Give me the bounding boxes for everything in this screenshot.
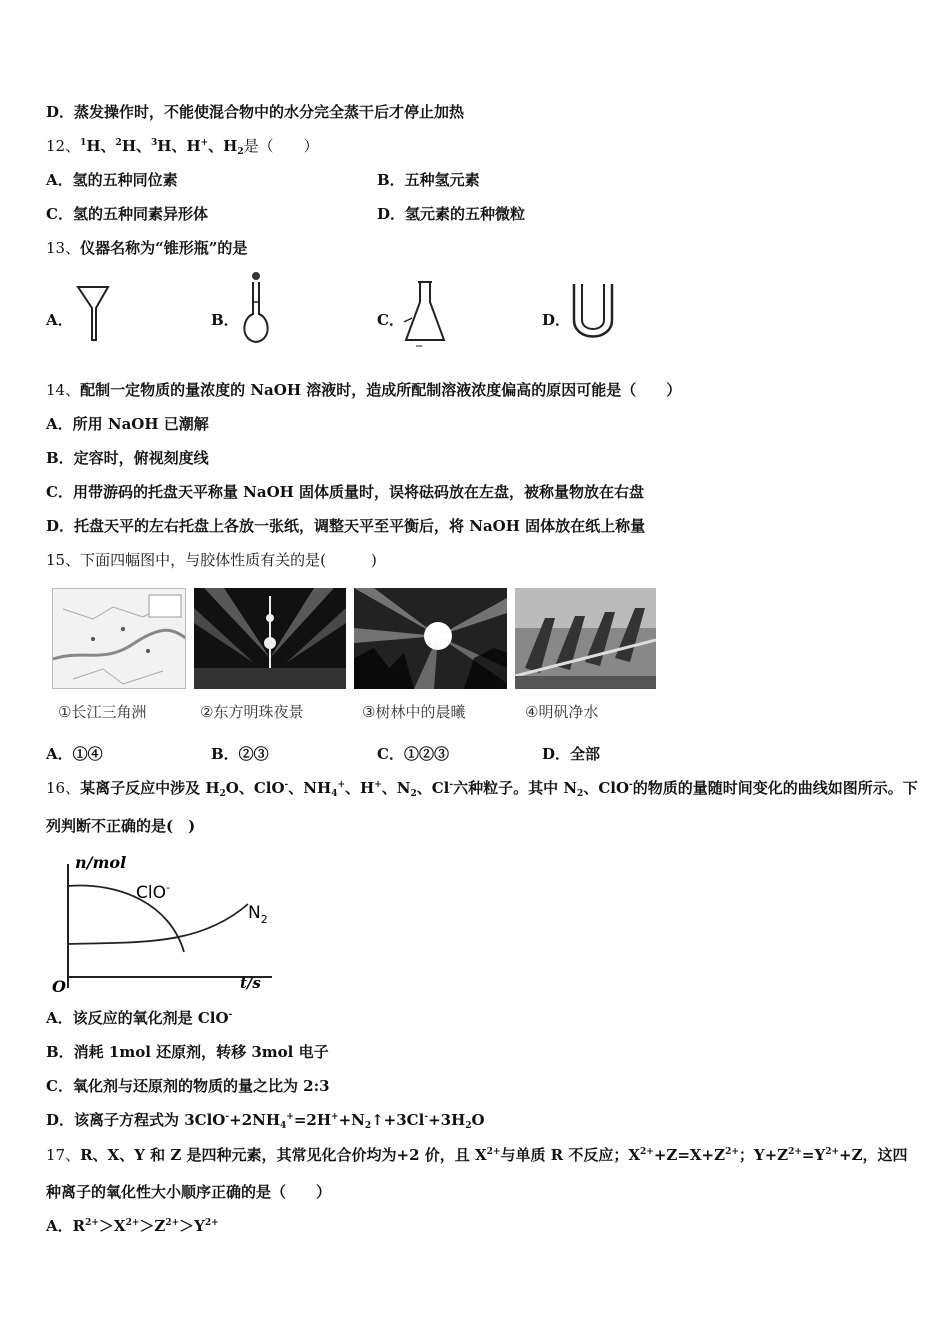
q16-option-c: C．氧化剂与还原剂的物质的量之比为 2:3 bbox=[46, 1077, 330, 1095]
charge: + bbox=[374, 780, 382, 790]
q15-option-a: A．①④ bbox=[46, 745, 103, 763]
charge: 2+ bbox=[640, 1147, 654, 1157]
option-text: +2NH bbox=[229, 1111, 281, 1129]
subscript: 2 bbox=[410, 789, 417, 799]
oriental-pearl-night-image bbox=[194, 588, 346, 689]
subscript: 4 bbox=[280, 1121, 287, 1131]
stem-text: 的物质的量随时间变化的曲线如图所示。下 bbox=[632, 779, 918, 797]
option-text: +N bbox=[338, 1111, 365, 1129]
charge: 2+ bbox=[825, 1147, 840, 1157]
subscript: 2 bbox=[237, 147, 244, 157]
question-number: 17、 bbox=[46, 1146, 81, 1164]
option-text: =2H bbox=[293, 1111, 332, 1129]
subscript: 4 bbox=[331, 789, 338, 799]
subscript: 2 bbox=[364, 1121, 372, 1131]
q15-option-b: B．②③ bbox=[211, 745, 269, 763]
charge: 2+ bbox=[125, 1218, 140, 1228]
q16-option-d bbox=[46, 1110, 485, 1130]
x-axis-label: t/s bbox=[240, 974, 261, 992]
n-vs-t-chart bbox=[50, 846, 290, 996]
stem-text: +Z，这四 bbox=[839, 1146, 908, 1164]
charge: - bbox=[225, 1112, 230, 1122]
charge: 2+ bbox=[788, 1147, 802, 1157]
q14-option-d: D．托盘天平的左右托盘上各放一张纸，调整天平至平衡后，将 NaOH 固体放在纸上称量 bbox=[46, 517, 646, 535]
stem-text: 与单质 R 不反应；X bbox=[500, 1146, 640, 1164]
q17-stem-line1 bbox=[46, 1145, 908, 1165]
image-caption-3: ③树林中的晨曦 bbox=[362, 703, 466, 721]
forest-morning-light-image bbox=[354, 588, 507, 689]
subscript: 2 bbox=[465, 1121, 472, 1131]
q17-option-a bbox=[46, 1216, 219, 1236]
charge: 2+ bbox=[486, 1147, 501, 1157]
option-text: ＞X bbox=[98, 1217, 126, 1235]
image-caption-1: ①长江三角洲 bbox=[58, 703, 147, 721]
stem-text: 、H bbox=[345, 779, 375, 797]
stem-text: 配制一定物质的量浓度的 NaOH 溶液时，造成所配制溶液浓度偏高的原因可能是（ ） bbox=[80, 381, 682, 399]
charge: + bbox=[337, 780, 345, 790]
stem-text: 、ClO bbox=[583, 779, 630, 797]
charge: 2+ bbox=[85, 1218, 99, 1228]
stem-text: H、 bbox=[86, 137, 116, 155]
q14-stem bbox=[46, 380, 681, 400]
q12-option-a: A．氢的五种同位素 bbox=[46, 171, 178, 189]
stem-text: 、N bbox=[381, 779, 411, 797]
stem-text: 仪器名称为“锥形瓶”的是 bbox=[80, 239, 248, 257]
option-text: ＞Z bbox=[139, 1217, 166, 1235]
option-text: O bbox=[471, 1111, 485, 1129]
question-number: 14、 bbox=[46, 381, 81, 399]
q12-option-b: B．五种氢元素 bbox=[377, 171, 480, 189]
stem-text: O、ClO bbox=[225, 779, 285, 797]
q12-stem bbox=[46, 136, 319, 156]
q13-option-a: A． bbox=[46, 311, 73, 329]
charge: + bbox=[286, 1112, 294, 1122]
stem-text: +Z=X+Z bbox=[653, 1146, 726, 1164]
image-caption-4: ④明矾净水 bbox=[525, 703, 599, 721]
stem-text: 种离子的氧化性大小顺序正确的是（ ） bbox=[46, 1183, 332, 1201]
q14-option-a: A．所用 NaOH 已潮解 bbox=[46, 415, 209, 433]
y-axis-label: n/mol bbox=[75, 853, 127, 872]
alum-water-purification-image bbox=[515, 588, 656, 689]
charge: - bbox=[629, 780, 633, 790]
origin-label: O bbox=[52, 977, 66, 996]
q13-option-c: C． bbox=[377, 311, 404, 329]
q15-stem bbox=[46, 550, 377, 570]
stem-text: 下面四幅图中，与胶体性质有关的是( ) bbox=[80, 551, 377, 569]
charge: - bbox=[424, 1112, 429, 1122]
stem-text: 某离子反应中涉及 H bbox=[80, 779, 220, 797]
mass-number: 2 bbox=[115, 138, 122, 148]
q16-stem-line2: 列判断不正确的是( ) bbox=[46, 817, 196, 835]
q14-option-c: C．用带游码的托盘天平称量 NaOH 固体质量时，误将砝码放在左盘，被称量物放在右盘 bbox=[46, 483, 645, 501]
stem-text: 、Cl bbox=[416, 779, 450, 797]
subscript: 2 bbox=[577, 789, 584, 799]
option-text: +3H bbox=[428, 1111, 466, 1129]
series-label-n2: $N_2$ bbox=[248, 903, 268, 926]
mass-number: 3 bbox=[151, 138, 158, 148]
q15-option-c: C．①②③ bbox=[377, 745, 449, 763]
charge: 2+ bbox=[204, 1218, 219, 1228]
charge: 2+ bbox=[725, 1147, 739, 1157]
volumetric-flask-icon bbox=[238, 270, 278, 346]
series-line-n2 bbox=[68, 904, 248, 944]
conical-flask-icon bbox=[402, 278, 452, 350]
q13-option-d: D． bbox=[542, 311, 571, 329]
series-label-clo: ClO- bbox=[136, 881, 170, 903]
q13-stem bbox=[46, 238, 247, 258]
option-text: ↑+3Cl bbox=[371, 1111, 425, 1129]
charge: - bbox=[284, 780, 289, 790]
stem-text: 、H bbox=[208, 137, 238, 155]
stem-text: R、X、Y 和 Z 是四种元素，其常见化合价均为+2 价，且 X bbox=[80, 1146, 487, 1164]
option-text: A．R bbox=[46, 1217, 86, 1235]
q16-option-a bbox=[46, 1008, 232, 1028]
charge: - bbox=[228, 1010, 233, 1020]
q17-stem-line2 bbox=[46, 1182, 331, 1202]
image-caption-2: ②东方明珠夜景 bbox=[200, 703, 304, 721]
q11-option-d: D．蒸发操作时，不能使混合物中的水分完全蒸干后才停止加热 bbox=[46, 103, 465, 121]
q12-option-c: C．氢的五种同素异形体 bbox=[46, 205, 208, 223]
answer-blank: 是（ ） bbox=[243, 137, 319, 155]
question-number: 13、 bbox=[46, 239, 81, 257]
charge: - bbox=[449, 780, 454, 790]
stem-text: H、H bbox=[157, 137, 201, 155]
charge: + bbox=[331, 1112, 339, 1122]
stem-text: ；Y+Z bbox=[738, 1146, 789, 1164]
q16-stem-line1 bbox=[46, 778, 918, 798]
funnel-icon bbox=[74, 282, 114, 344]
yangtze-delta-map-image bbox=[52, 588, 186, 689]
stem-text: 六种粒子。其中 N bbox=[453, 779, 578, 797]
option-text: ＞Y bbox=[179, 1217, 205, 1235]
stem-text: 、NH bbox=[288, 779, 332, 797]
q16-option-b: B．消耗 1mol 还原剂，转移 3mol 电子 bbox=[46, 1043, 329, 1061]
charge: 2+ bbox=[165, 1218, 180, 1228]
stem-text: =Y bbox=[801, 1146, 826, 1164]
question-number: 15、 bbox=[46, 551, 81, 569]
u-tube-icon bbox=[570, 282, 618, 346]
subscript: 2 bbox=[219, 789, 226, 799]
stem-text: H、 bbox=[121, 137, 151, 155]
option-text: A．该反应的氧化剂是 ClO bbox=[46, 1009, 229, 1027]
q12-option-d: D．氢元素的五种微粒 bbox=[377, 205, 526, 223]
charge: + bbox=[200, 138, 209, 148]
option-text: D．该离子方程式为 3ClO bbox=[46, 1111, 226, 1129]
mass-number: 1 bbox=[80, 138, 87, 148]
q14-option-b: B．定容时，俯视刻度线 bbox=[46, 449, 209, 467]
question-number: 16、 bbox=[46, 779, 81, 797]
q13-option-b: B． bbox=[211, 311, 239, 329]
q15-option-d: D．全部 bbox=[542, 745, 601, 763]
question-number: 12、 bbox=[46, 137, 81, 155]
